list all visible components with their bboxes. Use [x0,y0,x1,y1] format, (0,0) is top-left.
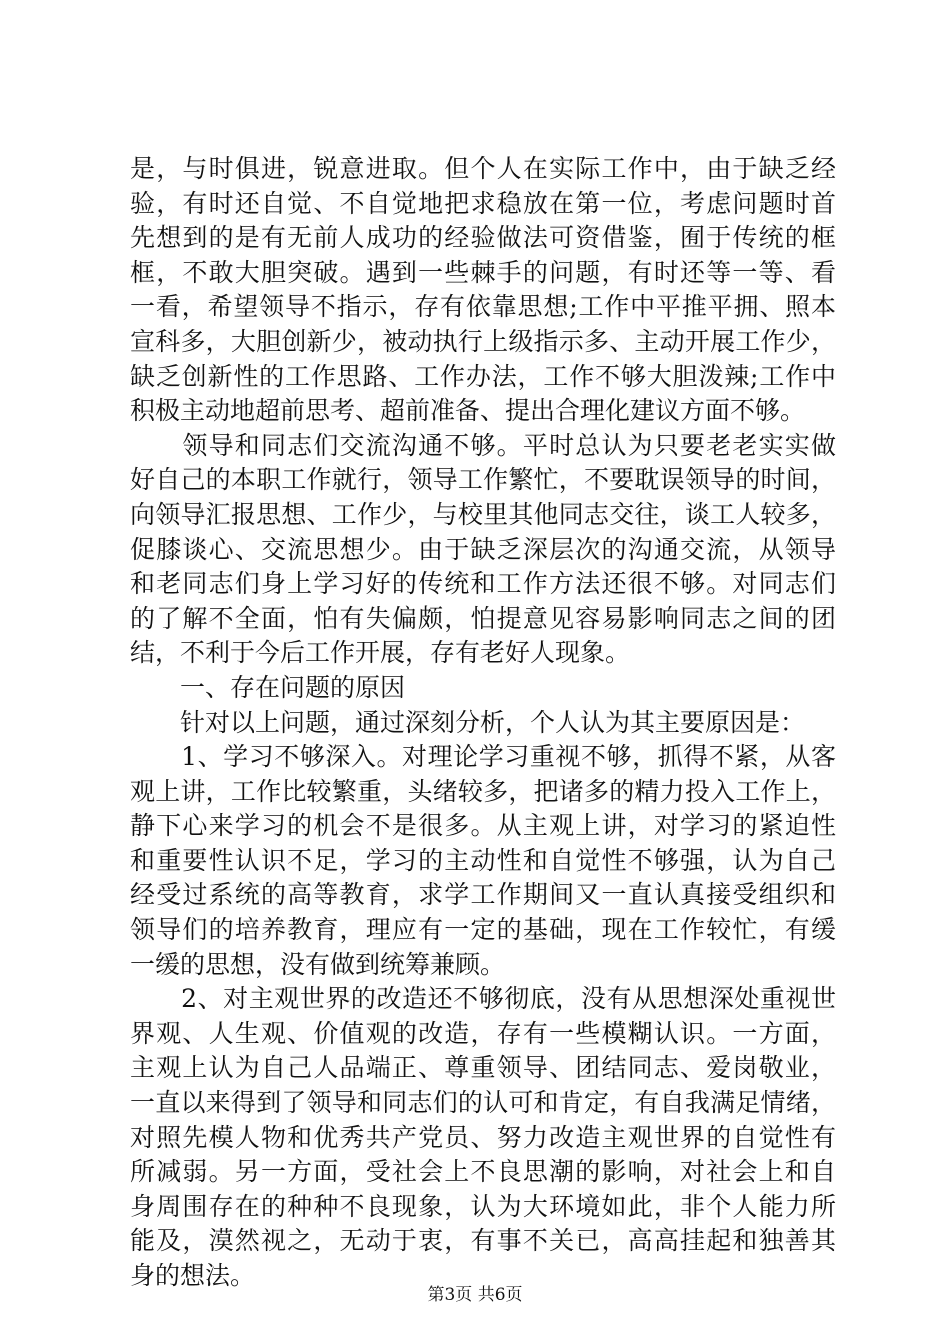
paragraph-3 [130,706,836,741]
text-line: 对照先模人物和优秀共产党员、努力改造主观世界的自觉性有 [130,1122,836,1152]
text-line: 身周围存在的种种不良现象，认为大环境如此，非个人能力所 [130,1191,836,1221]
text-line: 领导和同志们交流沟通不够。平时总认为只要老老实实做 [130,430,836,460]
body-text [130,152,836,1294]
text-line: 是，与时俱进，锐意进取。但个人在实际工作中，由于缺乏经 [130,154,836,183]
text-line: 所减弱。另一方面，受社会上不良思潮的影响，对社会上和自 [130,1157,836,1187]
text-line: 和重要性认识不足，学习的主动性和自觉性不够强，认为自己 [130,845,836,875]
text-line: 一看，希望领导不指示，存有依靠思想;工作中平推平拥、照本 [130,292,836,322]
paragraph-4 [130,740,836,982]
text-line: 缺乏创新性的工作思路、工作办法，工作不够大胆泼辣;工作中 [130,361,836,391]
text-line: 针对以上问题，通过深刻分析，个人认为其主要原因是： [130,707,806,737]
text-line: 静下心来学习的机会不是很多。从主观上讲，对学习的紧迫性 [130,811,836,841]
paragraph-1 [130,152,836,429]
text-line: 2、对主观世界的改造还不够彻底，没有从思想深处重视世 [130,984,836,1014]
text-line: 框，不敢大胆突破。遇到一些棘手的问题，有时还等一等、看 [130,257,836,287]
text-line: 积极主动地超前思考、超前准备、提出合理化建议方面不够。 [130,396,806,426]
text-line: 身的想法。 [130,1261,256,1290]
text-line: 一缓的思想，没有做到统筹兼顾。 [130,949,506,979]
page-number-footer: 第3页 共6页 [427,1285,523,1305]
text-line: 领导们的培养教育，理应有一定的基础，现在工作较忙，有缓 [130,915,836,945]
text-line: 宣科多，大胆创新少，被动执行上级指示多、主动开展工作少， [130,326,836,356]
text-line: 界观、人生观、价值观的改造，存有一些模糊认识。一方面， [130,1018,836,1048]
paragraph-5 [130,982,836,1293]
text-line: 验，有时还自觉、不自觉地把求稳放在第一位，考虑问题时首 [130,188,836,218]
text-line: 向领导汇报思想、工作少，与校里其他同志交往，谈工人较多， [130,499,836,529]
text-line: 经受过系统的高等教育，求学工作期间又一直认真接受组织和 [130,880,836,910]
text-line: 和老同志们身上学习好的传统和工作方法还很不够。对同志们 [130,569,836,599]
text-line: 的了解不全面，怕有失偏颇，怕提意见容易影响同志之间的团 [130,603,836,633]
paragraph-2 [130,429,836,671]
text-line: 好自己的本职工作就行，领导工作繁忙，不要耽误领导的时间， [130,465,836,495]
section-heading [130,671,836,706]
text-line: 先想到的是有无前人成功的经验做法可资借鉴，囿于传统的框 [130,223,836,253]
text-line: 结，不利于今后工作开展，存有老好人现象。 [130,638,631,668]
text-line: 促膝谈心、交流思想少。由于缺乏深层次的沟通交流，从领导 [130,534,836,564]
text-line: 一直以来得到了领导和同志们的认可和肯定，有自我满足情绪， [130,1088,836,1118]
text-line: 一、存在问题的原因 [130,672,406,702]
text-line: 主观上认为自己人品端正、尊重领导、团结同志、爱岗敬业， [130,1053,836,1083]
text-line: 1、学习不够深入。对理论学习重视不够，抓得不紧，从客 [130,742,836,772]
text-line: 能及，漠然视之，无动于衷，有事不关已，高高挂起和独善其 [130,1226,836,1256]
text-line: 观上讲，工作比较繁重，头绪较多，把诸多的精力投入工作上， [130,776,836,806]
